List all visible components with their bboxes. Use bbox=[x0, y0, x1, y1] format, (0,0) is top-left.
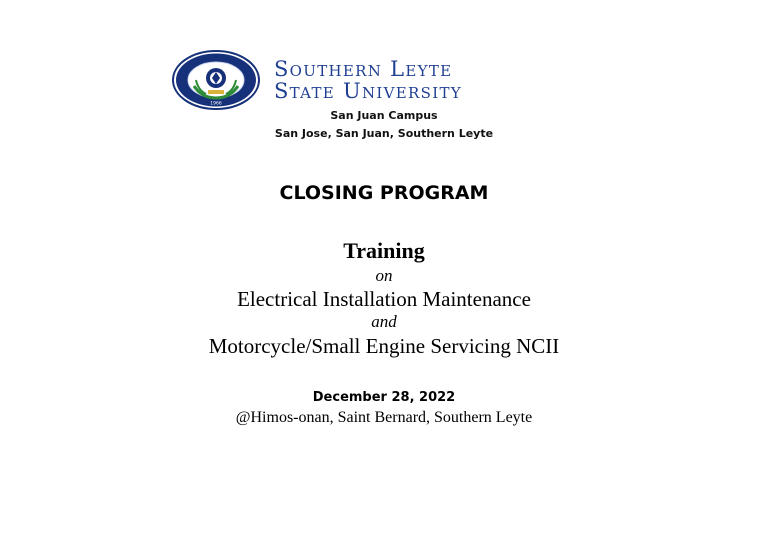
campus-name: San Juan Campus bbox=[330, 109, 438, 122]
course-motorcycle: Motorcycle/Small Engine Servicing NCII bbox=[208, 334, 560, 358]
training-heading: Training bbox=[343, 238, 425, 263]
university-name bbox=[274, 58, 462, 102]
connector-and: and bbox=[371, 312, 397, 331]
university-name-line1: Southern Leyte bbox=[274, 57, 453, 81]
course-electrical: Electrical Installation Maintenance bbox=[237, 287, 531, 311]
event-venue: @Himos-onan, Saint Bernard, Southern Leyte bbox=[235, 409, 533, 426]
program-title: CLOSING PROGRAM bbox=[279, 182, 489, 204]
university-name-line2: State University bbox=[274, 79, 462, 103]
connector-on: on bbox=[375, 266, 393, 285]
event-date: December 28, 2022 bbox=[312, 390, 456, 405]
campus-address: San Jose, San Juan, Southern Leyte bbox=[274, 127, 494, 140]
seal-year: 1966 bbox=[210, 101, 222, 107]
university-header bbox=[168, 46, 588, 110]
university-seal-icon bbox=[172, 50, 260, 110]
